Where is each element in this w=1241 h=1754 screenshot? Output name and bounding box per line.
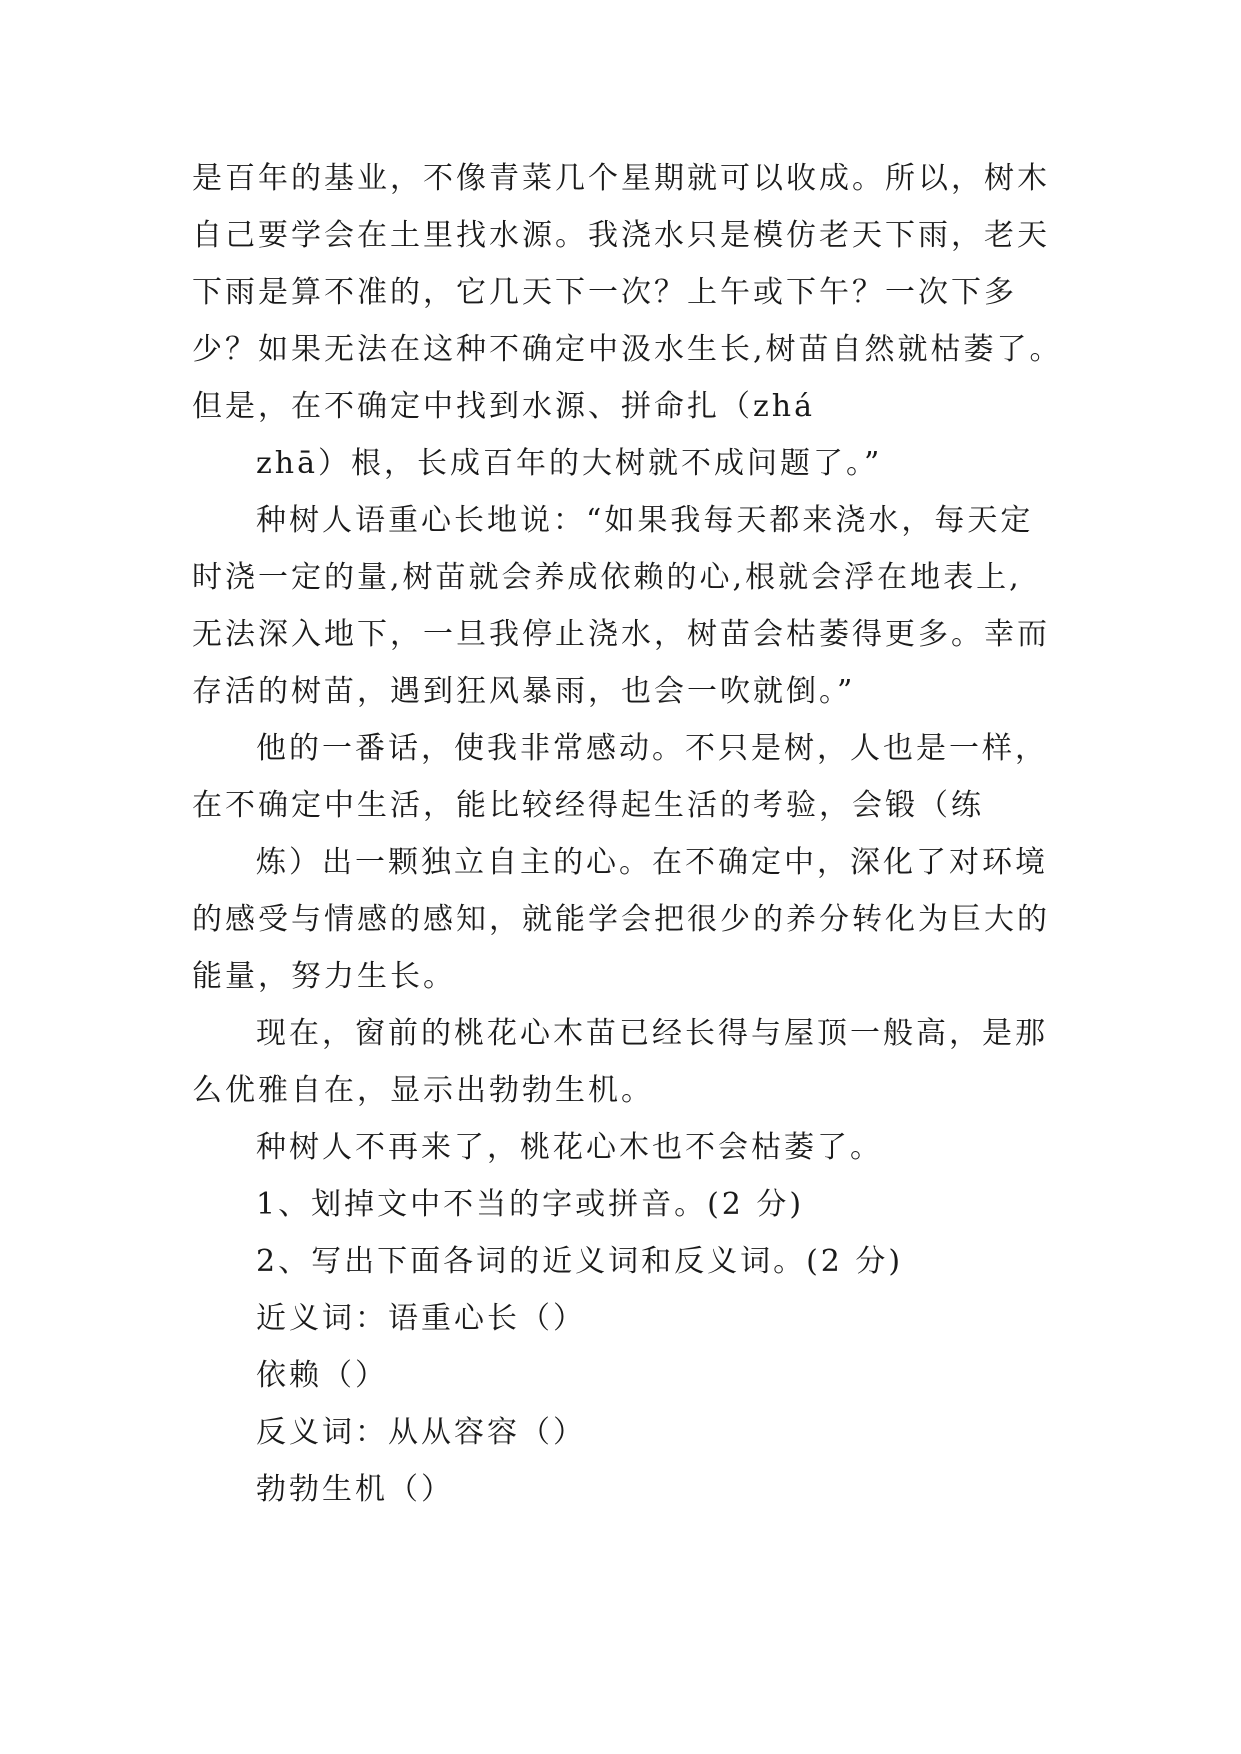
paragraph-line: 但是，在不确定中找到水源、拼命扎（zhá	[192, 389, 816, 424]
synonym-item-1: 近义词：语重心长（）	[256, 1301, 586, 1336]
paragraph-line: 种树人语重心长地说：“如果我每天都来浇水，每天定	[256, 503, 1034, 538]
paragraph-line: 存活的树苗，遇到狂风暴雨，也会一吹就倒。”	[192, 674, 856, 709]
question-1: 1、划掉文中不当的字或拼音。(2 分)	[256, 1187, 805, 1222]
paragraph-line: 的感受与情感的感知，就能学会把很少的养分转化为巨大的	[192, 902, 1050, 937]
paragraph-line: 炼）出一颗独立自主的心。在不确定中，深化了对环境	[256, 845, 1048, 880]
paragraph-line: 在不确定中生活，能比较经得起生活的考验，会锻（练	[192, 788, 984, 823]
paragraph-line: 么优雅自在，显示出勃勃生机。	[192, 1073, 654, 1108]
question-2: 2、写出下面各词的近义词和反义词。(2 分)	[256, 1244, 904, 1279]
synonym-item-2: 依赖（）	[256, 1358, 388, 1393]
antonym-item-2: 勃勃生机（）	[256, 1472, 454, 1507]
paragraph-line: 能量，努力生长。	[192, 959, 456, 994]
paragraph-line: 下雨是算不准的，它几天下一次？上午或下午？一次下多	[192, 275, 1017, 310]
antonym-item-1: 反义词：从从容容（）	[256, 1415, 586, 1450]
paragraph-line: 他的一番话，使我非常感动。不只是树，人也是一样，	[256, 731, 1048, 766]
paragraph-line: 现在，窗前的桃花心木苗已经长得与屋顶一般高，是那	[256, 1016, 1048, 1051]
paragraph-line: zhā）根，长成百年的大树就不成问题了。”	[256, 446, 883, 481]
paragraph-line: 自己要学会在土里找水源。我浇水只是模仿老天下雨，老天	[192, 218, 1050, 253]
paragraph-line: 少？如果无法在这种不确定中汲水生长,树苗自然就枯萎了。	[192, 332, 1063, 367]
paragraph-line: 是百年的基业，不像青菜几个星期就可以收成。所以，树木	[192, 161, 1050, 196]
paragraph-line: 无法深入地下，一旦我停止浇水，树苗会枯萎得更多。幸而	[192, 617, 1050, 652]
paragraph-line: 种树人不再来了，桃花心木也不会枯萎了。	[256, 1130, 883, 1165]
paragraph-line: 时浇一定的量,树苗就会养成依赖的心,根就会浮在地表上,	[192, 560, 1022, 595]
